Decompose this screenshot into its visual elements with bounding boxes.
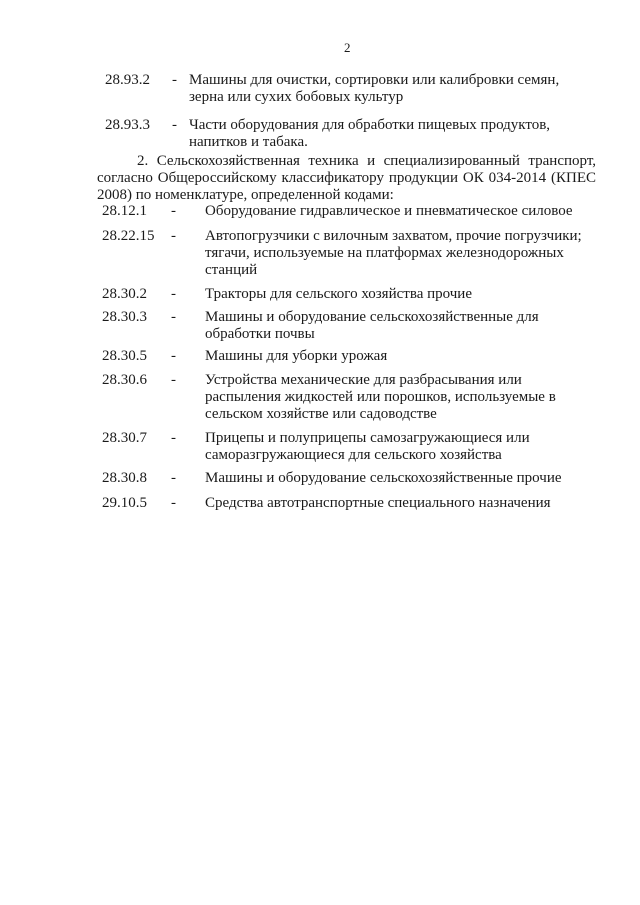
item-code: 28.30.6 bbox=[102, 372, 147, 388]
paragraph-line: согласно Общероссийскому классификатору продукции ОК 034-2014 (КПЕС bbox=[97, 170, 596, 186]
item-dash: - bbox=[171, 309, 176, 325]
item-code: 28.30.2 bbox=[102, 286, 147, 302]
item-line: сельском хозяйстве или садоводстве bbox=[205, 406, 437, 422]
item-line: Части оборудования для обработки пищевых продуктов, bbox=[189, 117, 551, 133]
item-line: обработки почвы bbox=[205, 326, 315, 342]
item-code: 28.30.8 bbox=[102, 470, 147, 486]
item-line: распыления жидкостей или порошков, используемые в bbox=[205, 389, 556, 405]
item-dash: - bbox=[171, 228, 176, 244]
item-code: 28.30.5 bbox=[102, 348, 147, 364]
item-line: Машины и оборудование сельскохозяйственные для bbox=[205, 309, 539, 325]
item-code: 28.30.3 bbox=[102, 309, 147, 325]
item-code: 28.93.3 bbox=[105, 117, 150, 133]
item-description bbox=[205, 309, 539, 343]
page-number: 2 bbox=[344, 40, 351, 55]
item-line: Машины и оборудование сельскохозяйственные прочие bbox=[205, 470, 562, 486]
item-line: Средства автотранспортные специального назначения bbox=[205, 495, 551, 511]
item-line: саморазгружающиеся для сельского хозяйства bbox=[205, 447, 502, 463]
item-line: станций bbox=[205, 262, 258, 278]
item-line: Тракторы для сельского хозяйства прочие bbox=[205, 286, 472, 302]
item-description bbox=[205, 203, 573, 220]
item-code: 28.30.7 bbox=[102, 430, 147, 446]
item-dash: - bbox=[171, 348, 176, 364]
section-paragraph bbox=[97, 153, 596, 204]
item-description bbox=[189, 117, 550, 151]
item-line: Оборудование гидравлическое и пневматическое силовое bbox=[205, 203, 573, 219]
item-description bbox=[205, 348, 387, 365]
item-dash: - bbox=[172, 72, 177, 88]
item-line: Устройства механические для разбрасывания или bbox=[205, 372, 522, 388]
paragraph-line: 2. Сельскохозяйственная техника и специализированный транспорт, bbox=[137, 153, 596, 169]
item-line: Машины для уборки урожая bbox=[205, 348, 388, 364]
item-description bbox=[205, 495, 551, 512]
item-code: 28.12.1 bbox=[102, 203, 147, 219]
item-line: тягачи, используемые на платформах железнодорожных bbox=[205, 245, 564, 261]
item-line: напитков и табака. bbox=[189, 134, 308, 150]
item-description bbox=[205, 372, 556, 423]
item-line: зерна или сухих бобовых культур bbox=[189, 89, 404, 105]
item-dash: - bbox=[171, 203, 176, 219]
item-code: 28.93.2 bbox=[105, 72, 150, 88]
item-description bbox=[205, 286, 472, 303]
item-dash: - bbox=[171, 495, 176, 511]
item-dash: - bbox=[171, 470, 176, 486]
item-line: Прицепы и полуприцепы самозагружающиеся или bbox=[205, 430, 530, 446]
paragraph-line: 2008) по номенклатуре, определенной кодами: bbox=[97, 187, 394, 203]
item-description bbox=[205, 470, 562, 487]
item-code: 29.10.5 bbox=[102, 495, 147, 511]
item-dash: - bbox=[171, 286, 176, 302]
item-description bbox=[205, 228, 582, 279]
item-line: Машины для очистки, сортировки или калибровки семян, bbox=[189, 72, 560, 88]
item-description bbox=[189, 72, 559, 106]
item-line: Автопогрузчики с вилочным захватом, прочие погрузчики; bbox=[205, 228, 582, 244]
item-description bbox=[205, 430, 530, 464]
item-dash: - bbox=[172, 117, 177, 133]
item-dash: - bbox=[171, 430, 176, 446]
item-dash: - bbox=[171, 372, 176, 388]
item-code: 28.22.15 bbox=[102, 228, 155, 244]
